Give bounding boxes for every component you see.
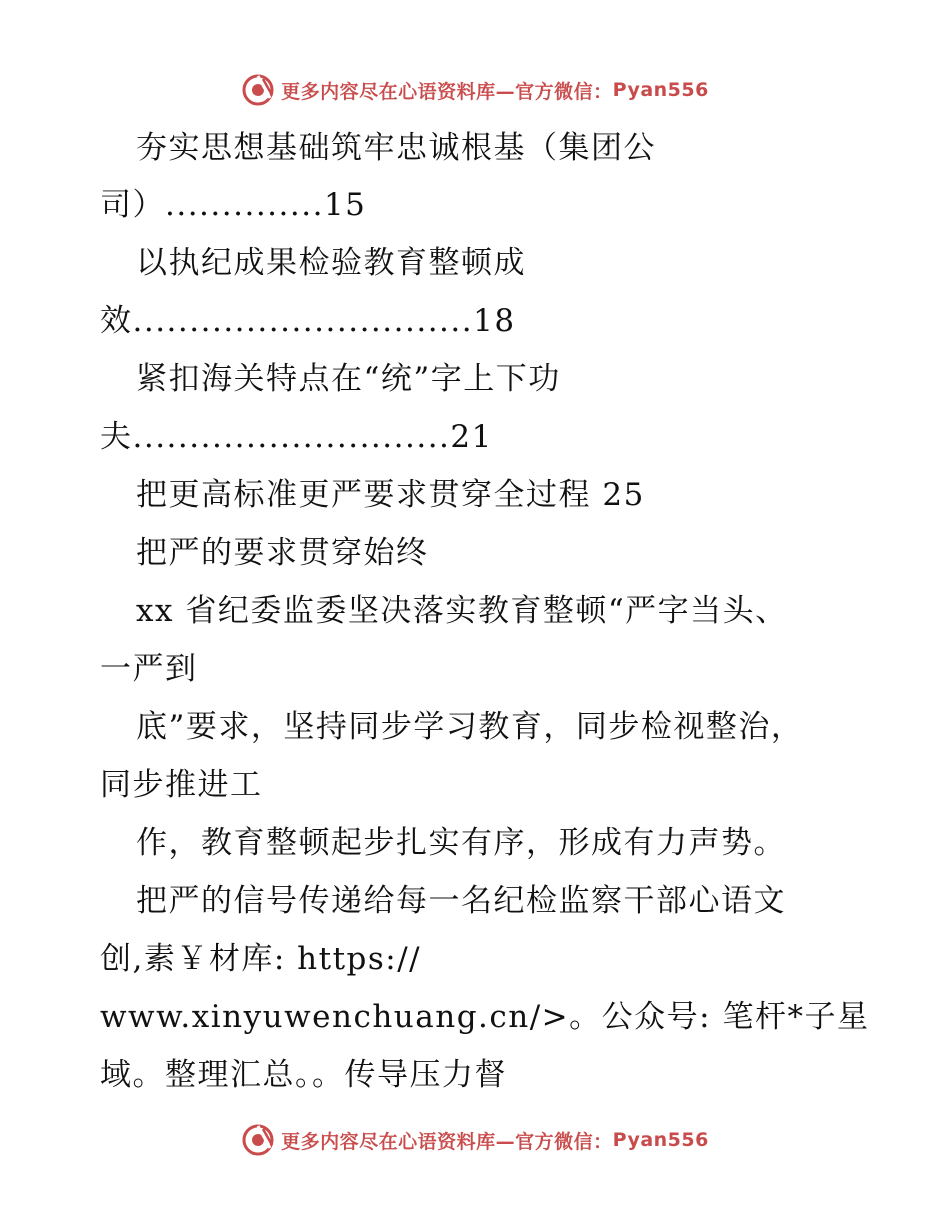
body-line-7: 把严的信号传递给每一名纪检监察干部心语文: [136, 883, 786, 919]
banner-wechat-id: Pyan556: [612, 1129, 709, 1151]
toc-entry-2-line2: 效..............................18: [100, 303, 516, 339]
toc-entry-3-line1: 紧扣海关特点在“统”字上下功: [136, 361, 561, 397]
toc-entry-3-line2: 夫............................21: [100, 419, 493, 455]
body-line-2: xx 省纪委监委坚决落实教育整顿“严字当头、: [136, 593, 788, 629]
toc-entry-1-line2: 司）..............15: [100, 187, 367, 223]
footer-banner: [0, 1120, 950, 1160]
body-line-3: 一严到: [100, 651, 198, 687]
body-line-8: 创,素￥材库: https://: [100, 941, 422, 977]
banner-wechat-id: Pyan556: [612, 79, 709, 101]
banner-text: 更多内容尽在心语资料库—官方微信：: [281, 1130, 613, 1153]
toc-entry-2-line1: 以执纪成果检验教育整顿成: [136, 245, 526, 281]
brand-logo-icon: [241, 1123, 275, 1157]
brand-logo-icon: [241, 73, 275, 107]
banner-text: 更多内容尽在心语资料库—官方微信：: [281, 80, 613, 103]
body-line-6: 作，教育整顿起步扎实有序，形成有力声势。: [136, 825, 786, 861]
toc-entry-1-line1: 夯实思想基础筑牢忠诚根基（集团公: [136, 130, 656, 166]
body-line-9: www.xinyuwenchuang.cn/>。公众号: 笔杆*子星: [100, 999, 870, 1035]
body-line-10: 域。整理汇总。。传导压力督: [100, 1057, 507, 1093]
body-line-5: 同步推进工: [100, 767, 263, 803]
body-line-1: 把严的要求贯穿始终: [136, 535, 429, 571]
body-line-4: 底”要求，坚持同步学习教育，同步检视整治，: [136, 709, 804, 745]
header-banner: [0, 70, 950, 110]
toc-entry-4-line1: 把更高标准更严要求贯穿全过程 25: [136, 477, 645, 513]
